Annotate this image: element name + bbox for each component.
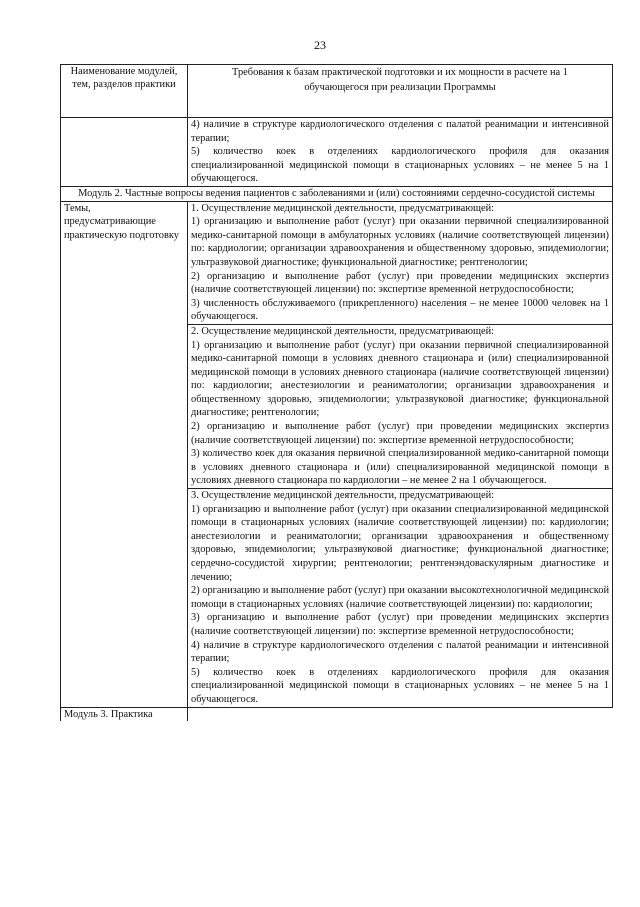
block-item: 2) организацию и выполнение работ (услуг) при проведении медицинских экспертиз (наличие соответствующей лицензии) по: экспертизе временной нетрудоспособности; bbox=[191, 270, 609, 296]
continuation-left-cell bbox=[61, 118, 188, 187]
block-title: 3. Осуществление медицинской деятельности, предусматривающей: bbox=[191, 490, 495, 502]
page-number: 23 bbox=[314, 38, 326, 52]
module3-title: Модуль 3. Практика bbox=[61, 707, 188, 721]
continuation-item: 5) количество коек в отделениях кардиологического профиля для оказания специализированной медицинской помощи в стационарных условиях – не менее 5 на 1 обучающегося. bbox=[191, 146, 609, 185]
block-item: 1) организацию и выполнение работ (услуг) при оказании специализированной медицинской помощи в стационарных условиях (наличие соответствующей лицензии) по: кардиологии; анестезиологии и реаниматологии; организации здравоохранения и общественному здоровью, эпидемиологии; ультразвуковой диагностике; функциональной диагностике; сердечно-сосудистой хирургии; рентгенологии; рентгенэндоваскулярным диагностике и лечению; bbox=[191, 503, 609, 583]
requirement-block-1 bbox=[188, 201, 613, 324]
block-item: 2) организацию и выполнение работ (услуг) при оказании высокотехнологичной медицинской помощи в стационарных условиях (наличие соответствующей лицензии) по: кардиологии; bbox=[191, 585, 609, 610]
block-item: 1) организацию и выполнение работ (услуг) при оказании первичной специализированной медико-санитарной помощи в условиях дневного стационара и (или) специализированной медицинской помощи в условиях дневного стационара (наличие соответствующей лицензии) по: кардиологии; анестезиологии и реаниматологии; организации здравоохранения и общественному здоровью, эпидемиологии; ультразвуковой диагностике; функциональной диагностике; рентгенологии; bbox=[191, 339, 609, 419]
module3-row bbox=[61, 707, 613, 721]
continuation-row bbox=[61, 118, 613, 187]
module2-topic-row bbox=[61, 201, 613, 324]
block-title: 2. Осуществление медицинской деятельности, предусматривающей: bbox=[191, 325, 495, 337]
block-item: 5) количество коек в отделениях кардиологического профиля для оказания специализированной медицинской помощи в стационарных условиях – не менее 5 на 1 обучающегося. bbox=[191, 666, 609, 705]
requirement-block-3 bbox=[188, 489, 613, 708]
module2-topic: Темы, предусматривающие практическую подготовку bbox=[61, 201, 188, 707]
block-title: 1. Осуществление медицинской деятельности, предусматривающей: bbox=[191, 202, 495, 214]
block-item: 4) наличие в структуре кардиологического отделения с палатой реанимации и интенсивной терапии; bbox=[191, 639, 609, 665]
block-item: 3) количество коек для оказания первичной специализированной медико-санитарной помощи в условиях дневного стационара и (или) специализированной медицинской помощи в условиях дневного стационара по кардиологии – не менее 2 на 1 обучающегося. bbox=[191, 448, 609, 487]
module2-title-row bbox=[61, 186, 613, 201]
module2-title: Модуль 2. Частные вопросы ведения пациентов с заболеваниями и (или) состояниями сердечно-сосудистой системы bbox=[61, 186, 613, 201]
continuation-cell bbox=[188, 118, 613, 187]
continuation-item: 4) наличие в структуре кардиологического отделения с палатой реанимации и интенсивной терапии; bbox=[191, 119, 609, 144]
block-item: 1) организацию и выполнение работ (услуг) при оказании первичной специализированной медико-санитарной помощи в амбулаторных условиях (наличие соответствующей лицензии) по: кардиологии; организации здравоохранения и общественному здоровью, эпидемиологии; ультразвуковой диагностике; функциональной диагностике; рентгенологии; bbox=[191, 216, 609, 268]
table-header-row bbox=[61, 65, 613, 118]
requirements-table bbox=[60, 64, 613, 721]
module3-empty-cell bbox=[188, 707, 613, 721]
header-col1: Наименование модулей, тем, разделов практики bbox=[61, 65, 188, 118]
block-item: 3) организацию и выполнение работ (услуг) при проведении медицинских экспертиз (наличие соответствующей лицензии) по: экспертизе временной нетрудоспособности; bbox=[191, 612, 609, 637]
requirement-block-2 bbox=[188, 324, 613, 488]
block-item: 3) численность обслуживаемого (прикрепленного) населения – не менее 10000 человек на 1 обучающегося. bbox=[191, 297, 609, 323]
block-item: 2) организацию и выполнение работ (услуг) при проведении медицинских экспертиз (наличие соответствующей лицензии) по: экспертизе временной нетрудоспособности; bbox=[191, 421, 609, 446]
header-col2: Требования к базам практической подготовки и их мощности в расчете на 1 обучающегося при реализации Программы bbox=[188, 65, 613, 118]
